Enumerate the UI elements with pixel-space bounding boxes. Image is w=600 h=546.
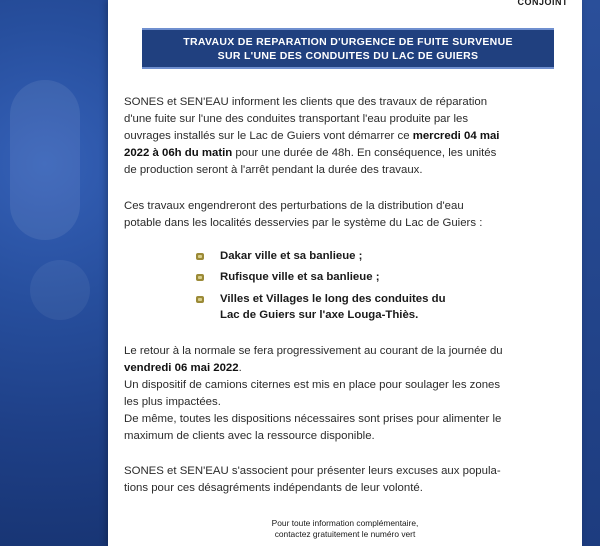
footer-line-2: contactez gratuitement le numéro vert — [274, 529, 416, 539]
text-segment: pour une durée de 48h. En conséquence, les unités — [232, 147, 497, 159]
background-photo-left — [0, 0, 112, 546]
paragraph-1-line-3 — [124, 128, 564, 145]
paragraph-3-line-1: Le retour à la normale se fera progressivement au courant de la journée du — [124, 345, 503, 357]
bullet-icon — [196, 274, 204, 281]
paragraph-4-line-2: tions pour ces désagréments indépendants de leur volonté. — [124, 482, 423, 494]
date-start: mercredi 04 mai — [412, 130, 500, 142]
text-segment: . — [238, 362, 242, 374]
title-line-1: TRAVAUX DE REPARATION D'URGENCE DE FUITE SURVENUE — [183, 35, 513, 48]
paragraph-2-line-2: potable dans les localités desservies par le système du Lac de Guiers : — [124, 217, 483, 229]
text-segment: ouvrages installés sur le Lac de Guiers vont démarrer ce — [124, 130, 413, 142]
locality-item-continued: Lac de Guiers sur l'axe Louga-Thiès. — [220, 309, 419, 321]
paragraph-1-line-1: SONES et SEN'EAU informent les clients que des travaux de réparation — [124, 96, 488, 108]
title-banner — [142, 28, 554, 69]
paragraph-2-line-1: Ces travaux engendreront des perturbations de la distribution d'eau — [124, 200, 464, 212]
paragraph-1-line-2: d'une fuite sur l'une des conduites transportant l'eau produite par les — [124, 113, 469, 125]
paragraph-4-line-1: SONES et SEN'EAU s'associent pour présenter leurs excuses aux popula- — [124, 465, 501, 477]
paragraph-3-line-3: Un dispositif de camions citernes est mis en place pour soulager les zones — [124, 379, 501, 391]
background-figure-detail — [30, 260, 90, 320]
locality-item: Rufisque ville et sa banlieue ; — [220, 271, 380, 283]
time-start: 2022 à 06h du matin — [124, 147, 233, 159]
paragraph-1-line-5: de production seront à l'arrêt pendant la durée des travaux. — [124, 164, 423, 176]
bullet-icon — [196, 253, 204, 260]
locality-item: Villes et Villages le long des conduites du — [220, 293, 446, 305]
paragraph-3-line-2 — [124, 360, 564, 377]
locality-item: Dakar ville et sa banlieue ; — [220, 250, 363, 262]
background-figure — [10, 80, 80, 240]
footer-line-1: Pour toute information complémentaire, — [271, 518, 419, 528]
title-line-2: SUR L'UNE DES CONDUITES DU LAC DE GUIERS — [217, 49, 479, 62]
date-end: vendredi 06 mai 2022 — [124, 362, 239, 374]
paragraph-3-line-4: les plus impactées. — [124, 396, 221, 408]
paragraph-3-line-6: maximum de clients avec la ressource disponible. — [124, 430, 375, 442]
bullet-icon — [196, 296, 204, 303]
corner-label: CONJOINT — [517, 0, 568, 7]
notice-document — [108, 0, 582, 546]
paragraph-3-line-5: De même, toutes les dispositions nécessaires sont prises pour alimenter le — [124, 413, 502, 425]
background-right-edge — [582, 0, 600, 546]
paragraph-1-line-4 — [124, 145, 564, 162]
